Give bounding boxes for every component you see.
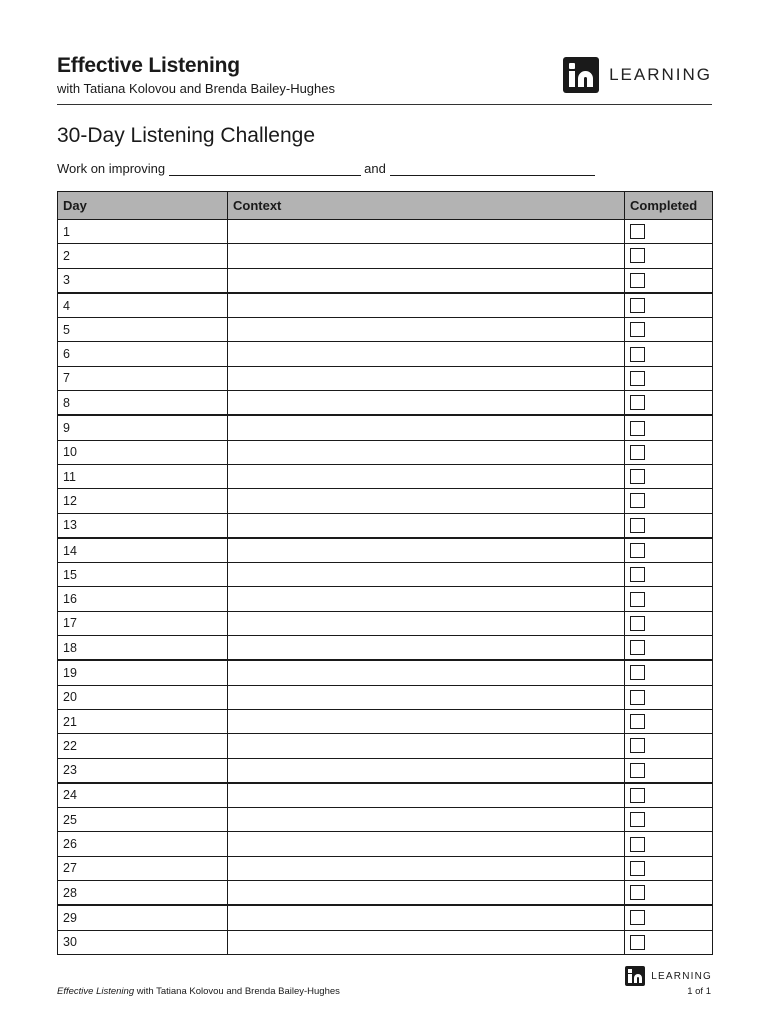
challenge-table <box>57 191 713 955</box>
table-row <box>58 318 713 342</box>
day-cell: 23 <box>58 758 228 783</box>
day-cell: 26 <box>58 832 228 856</box>
completed-cell <box>625 930 713 954</box>
table-row <box>58 293 713 318</box>
day-cell: 12 <box>58 489 228 513</box>
completed-checkbox[interactable] <box>630 763 645 778</box>
table-row <box>58 636 713 661</box>
context-cell[interactable] <box>228 244 625 268</box>
context-cell[interactable] <box>228 685 625 709</box>
table-row <box>58 808 713 832</box>
completed-cell <box>625 293 713 318</box>
linkedin-in-icon <box>625 966 645 986</box>
context-cell[interactable] <box>228 293 625 318</box>
completed-cell <box>625 415 713 440</box>
improvement-blank-2[interactable] <box>390 161 595 176</box>
completed-checkbox[interactable] <box>630 738 645 753</box>
day-cell: 19 <box>58 660 228 685</box>
completed-checkbox[interactable] <box>630 592 645 607</box>
context-cell[interactable] <box>228 318 625 342</box>
completed-checkbox[interactable] <box>630 935 645 950</box>
completed-checkbox[interactable] <box>630 445 645 460</box>
completed-cell <box>625 513 713 538</box>
table-row <box>58 268 713 293</box>
page-number: 1 of 1 <box>687 986 711 997</box>
context-cell[interactable] <box>228 440 625 464</box>
completed-checkbox[interactable] <box>630 665 645 680</box>
day-cell: 14 <box>58 538 228 563</box>
context-cell[interactable] <box>228 611 625 635</box>
day-cell: 28 <box>58 881 228 906</box>
footer-course-title: Effective Listening <box>57 986 135 997</box>
table-row <box>58 464 713 488</box>
table-row <box>58 391 713 416</box>
day-cell: 3 <box>58 268 228 293</box>
day-cell: 7 <box>58 366 228 390</box>
completed-checkbox[interactable] <box>630 714 645 729</box>
completed-cell <box>625 734 713 758</box>
day-cell: 30 <box>58 930 228 954</box>
day-cell: 18 <box>58 636 228 661</box>
completed-cell <box>625 660 713 685</box>
work-on-line <box>57 161 595 176</box>
context-cell[interactable] <box>228 808 625 832</box>
completed-cell <box>625 244 713 268</box>
completed-checkbox[interactable] <box>630 567 645 582</box>
table-row <box>58 587 713 611</box>
completed-cell <box>625 808 713 832</box>
day-cell: 5 <box>58 318 228 342</box>
and-label: and <box>364 161 386 176</box>
table-row <box>58 415 713 440</box>
table-row <box>58 538 713 563</box>
context-cell[interactable] <box>228 342 625 366</box>
context-cell[interactable] <box>228 734 625 758</box>
context-cell[interactable] <box>228 856 625 880</box>
completed-cell <box>625 636 713 661</box>
table-row <box>58 244 713 268</box>
completed-checkbox[interactable] <box>630 885 645 900</box>
day-cell: 9 <box>58 415 228 440</box>
course-subtitle: with Tatiana Kolovou and Brenda Bailey-Hughes <box>57 81 335 96</box>
day-cell: 20 <box>58 685 228 709</box>
completed-checkbox[interactable] <box>630 298 645 313</box>
context-cell[interactable] <box>228 832 625 856</box>
table-row <box>58 220 713 244</box>
day-cell: 21 <box>58 709 228 733</box>
completed-checkbox[interactable] <box>630 910 645 925</box>
day-cell: 16 <box>58 587 228 611</box>
context-cell[interactable] <box>228 563 625 587</box>
footer-logo-text: LEARNING <box>651 970 712 982</box>
day-cell: 15 <box>58 563 228 587</box>
table-row <box>58 563 713 587</box>
table-row <box>58 685 713 709</box>
completed-checkbox[interactable] <box>630 788 645 803</box>
completed-cell <box>625 685 713 709</box>
completed-cell <box>625 758 713 783</box>
table-row <box>58 513 713 538</box>
day-cell: 25 <box>58 808 228 832</box>
completed-cell <box>625 563 713 587</box>
context-cell[interactable] <box>228 489 625 513</box>
completed-checkbox[interactable] <box>630 493 645 508</box>
context-cell[interactable] <box>228 709 625 733</box>
completed-cell <box>625 489 713 513</box>
context-cell[interactable] <box>228 783 625 808</box>
footer-credit-text: with Tatiana Kolovou and Brenda Bailey-Hughes <box>134 986 340 997</box>
linkedin-in-icon <box>563 57 599 93</box>
completed-cell <box>625 783 713 808</box>
table-row <box>58 440 713 464</box>
table-row <box>58 342 713 366</box>
completed-checkbox[interactable] <box>630 248 645 263</box>
footer-credit <box>57 986 340 997</box>
challenge-title: 30-Day Listening Challenge <box>57 124 315 147</box>
context-cell[interactable] <box>228 513 625 538</box>
course-title: Effective Listening <box>57 54 240 77</box>
context-cell[interactable] <box>228 538 625 563</box>
improvement-blank-1[interactable] <box>169 161 361 176</box>
completed-cell <box>625 366 713 390</box>
context-cell[interactable] <box>228 660 625 685</box>
completed-checkbox[interactable] <box>630 273 645 288</box>
context-cell[interactable] <box>228 905 625 930</box>
completed-checkbox[interactable] <box>630 640 645 655</box>
completed-checkbox[interactable] <box>630 837 645 852</box>
table-row <box>58 856 713 880</box>
completed-cell <box>625 318 713 342</box>
table-row <box>58 709 713 733</box>
day-cell: 24 <box>58 783 228 808</box>
completed-checkbox[interactable] <box>630 224 645 239</box>
context-cell[interactable] <box>228 930 625 954</box>
page-header <box>57 54 712 105</box>
day-cell: 2 <box>58 244 228 268</box>
table-row <box>58 366 713 390</box>
day-cell: 27 <box>58 856 228 880</box>
day-cell: 1 <box>58 220 228 244</box>
day-cell: 6 <box>58 342 228 366</box>
table-row <box>58 734 713 758</box>
table-row <box>58 758 713 783</box>
context-cell[interactable] <box>228 366 625 390</box>
context-cell[interactable] <box>228 587 625 611</box>
completed-cell <box>625 587 713 611</box>
column-header-context: Context <box>228 192 625 220</box>
context-cell[interactable] <box>228 268 625 293</box>
table-row <box>58 660 713 685</box>
day-cell: 29 <box>58 905 228 930</box>
context-cell[interactable] <box>228 464 625 488</box>
completed-checkbox[interactable] <box>630 469 645 484</box>
table-row <box>58 783 713 808</box>
linkedin-learning-logo <box>563 57 712 93</box>
table-row <box>58 905 713 930</box>
day-cell: 22 <box>58 734 228 758</box>
completed-cell <box>625 709 713 733</box>
table-body <box>58 220 713 955</box>
completed-cell <box>625 611 713 635</box>
table-header-row <box>58 192 713 220</box>
logo-text: LEARNING <box>609 65 712 84</box>
context-cell[interactable] <box>228 881 625 906</box>
table-row <box>58 881 713 906</box>
completed-checkbox[interactable] <box>630 395 645 410</box>
completed-cell <box>625 538 713 563</box>
completed-cell <box>625 905 713 930</box>
completed-cell <box>625 342 713 366</box>
context-cell[interactable] <box>228 391 625 416</box>
completed-cell <box>625 391 713 416</box>
context-cell[interactable] <box>228 220 625 244</box>
completed-cell <box>625 268 713 293</box>
completed-checkbox[interactable] <box>630 616 645 631</box>
completed-checkbox[interactable] <box>630 543 645 558</box>
work-on-label: Work on improving <box>57 161 166 176</box>
completed-cell <box>625 856 713 880</box>
day-cell: 8 <box>58 391 228 416</box>
completed-checkbox[interactable] <box>630 371 645 386</box>
completed-checkbox[interactable] <box>630 421 645 436</box>
completed-checkbox[interactable] <box>630 347 645 362</box>
completed-checkbox[interactable] <box>630 518 645 533</box>
day-cell: 13 <box>58 513 228 538</box>
day-cell: 11 <box>58 464 228 488</box>
table-row <box>58 489 713 513</box>
day-cell: 4 <box>58 293 228 318</box>
day-cell: 10 <box>58 440 228 464</box>
column-header-day: Day <box>58 192 228 220</box>
completed-checkbox[interactable] <box>630 322 645 337</box>
column-header-completed: Completed <box>625 192 713 220</box>
completed-cell <box>625 881 713 906</box>
context-cell[interactable] <box>228 636 625 661</box>
completed-cell <box>625 440 713 464</box>
context-cell[interactable] <box>228 415 625 440</box>
footer-logo <box>625 966 712 986</box>
context-cell[interactable] <box>228 758 625 783</box>
table-row <box>58 832 713 856</box>
completed-cell <box>625 832 713 856</box>
table-row <box>58 611 713 635</box>
completed-checkbox[interactable] <box>630 812 645 827</box>
table-row <box>58 930 713 954</box>
completed-cell <box>625 220 713 244</box>
completed-cell <box>625 464 713 488</box>
completed-checkbox[interactable] <box>630 861 645 876</box>
completed-checkbox[interactable] <box>630 690 645 705</box>
day-cell: 17 <box>58 611 228 635</box>
